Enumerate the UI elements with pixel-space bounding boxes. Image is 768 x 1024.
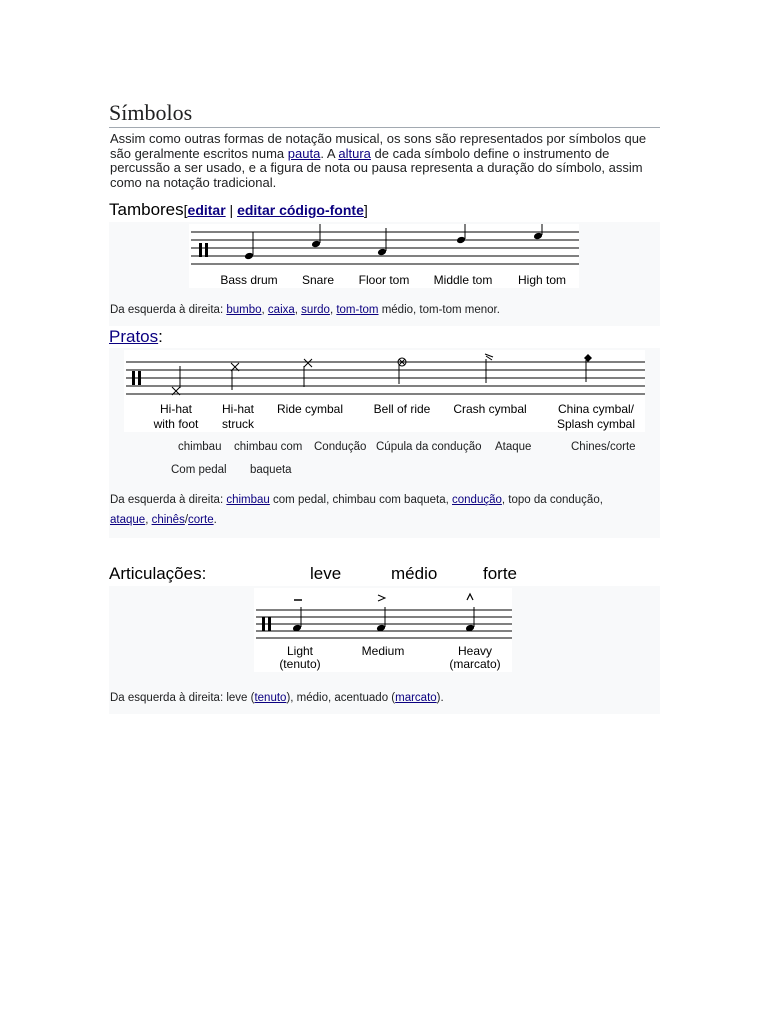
bracket-close: ] [363,202,368,218]
pt-label-chimbau-com: chimbau com [234,441,303,453]
caption-text: , topo da condução, [501,494,603,506]
articulations-figure-box [109,586,660,714]
cymbals-staff-image [124,350,645,432]
label-crash-cymbal: Crash cymbal [453,402,527,416]
intro-text-1: Assim como outras formas de notação musical, os sons são representados por símbolos que são geralmente escritos numa [110,131,647,161]
note-bass-drum [244,232,254,260]
pt-label-ataque: Ataque [495,441,532,453]
link-chines[interactable]: chinês [151,514,185,526]
drums-figure-box [109,222,660,326]
col-label-leve: leve [310,564,342,583]
link-tenuto[interactable]: tenuto [254,692,287,704]
label-light: Light [286,644,314,658]
cymbals-staff-svg [124,350,645,432]
label-hihat-struck-2: struck [221,417,255,431]
label-medium: Medium [361,644,405,658]
link-bumbo[interactable]: bumbo [226,304,262,316]
note-snare [311,224,321,248]
drums-caption [110,300,655,320]
pt-label-com-pedal: Com pedal [171,464,227,476]
caption-sep: , [294,304,302,316]
label-hihat-struck-1: Hi-hat [221,402,255,416]
label-heavy: Heavy [457,644,493,658]
caption-prefix: Da esquerda à direita: leve ( [110,692,255,704]
staff-lines [126,362,645,394]
note-middle-tom [456,224,466,244]
caption-suffix: médio, tom-tom menor. [378,304,500,316]
link-ataque[interactable]: ataque [110,514,146,526]
caption-text: ). [436,692,444,704]
cymbals-caption [110,490,610,530]
label-high-tom: High tom [517,273,567,287]
drums-staff-image [189,224,579,288]
link-altura[interactable]: altura [338,145,371,161]
articulations-staff-image [254,588,512,672]
label-hihat-foot-2: with foot [153,417,199,431]
note-medium-accent [376,595,386,632]
drums-heading-text: Tambores [109,200,184,219]
label-ride-cymbal: Ride cymbal [276,402,344,416]
pt-label-conducao: Condução [314,441,367,453]
link-conducao[interactable]: condução [452,494,502,506]
intro-text-3: de cada símbolo define o instrumento de percussão a ser usado, e a figura de nota ou pausa representa a duração do símbolo, assim como na notação tradicional. [110,145,643,190]
caption-text: . [213,514,217,526]
bracket-open: [ [183,202,188,218]
label-hihat-foot-1: Hi-hat [159,402,193,416]
link-tom-tom[interactable]: tom-tom [336,304,379,316]
col-label-forte: forte [483,564,518,583]
link-marcato[interactable]: marcato [395,692,437,704]
edit-link[interactable]: editar [187,202,226,218]
label-china-cymbal-1: China cymbal/ [557,402,635,416]
drums-staff-svg [189,224,579,288]
edit-separator: | [225,202,238,218]
articulations-staff-svg [254,588,512,672]
link-pauta[interactable]: pauta [287,145,321,161]
caption-text: , [145,514,152,526]
section-title: Símbolos [109,99,660,128]
pt-label-chines-corte: Chines/corte [571,441,636,453]
articulations-heading: Articulações: [109,564,207,583]
label-bass-drum: Bass drum [220,273,278,287]
intro-paragraph [110,132,662,190]
note-heavy-marcato [465,594,475,632]
drums-heading [109,200,368,220]
link-chimbau[interactable]: chimbau [226,494,270,506]
staff-lines [191,232,579,264]
label-bell-of-ride: Bell of ride [373,402,431,416]
caption-text: / [184,514,189,526]
label-marcato: (marcato) [449,657,501,671]
caption-text: ), médio, acentuado ( [286,692,396,704]
edit-source-link[interactable]: editar código-fonte [237,202,364,218]
label-floor-tom: Floor tom [358,273,410,287]
note-crash-cymbal [485,354,493,383]
caption-sep: , [329,304,337,316]
link-surdo[interactable]: surdo [301,304,330,316]
label-china-cymbal-2: Splash cymbal [556,417,636,431]
label-middle-tom: Middle tom [433,273,493,287]
link-corte[interactable]: corte [188,514,214,526]
link-caixa[interactable]: caixa [267,304,295,316]
caption-sep: , [261,304,268,316]
label-snare: Snare [301,273,335,287]
pt-label-baqueta: baqueta [250,464,292,476]
cymbals-heading [109,327,163,347]
caption-prefix: Da esquerda à direita: [110,304,227,316]
label-tenuto: (tenuto) [279,657,321,671]
articulations-caption [110,688,655,708]
cymbals-heading-suffix: : [158,327,163,346]
cymbals-figure-box [109,348,660,538]
link-pratos[interactable]: Pratos [109,327,159,346]
caption-prefix: Da esquerda à direita: [110,494,227,506]
intro-text-2: . A [320,145,339,161]
note-ride-cymbal [304,359,312,387]
caption-text: com pedal, chimbau com baqueta, [269,494,453,506]
pt-label-cupula: Cúpula da condução [376,441,482,453]
pt-label-chimbau: chimbau [178,441,222,453]
col-label-medio: médio [391,564,438,583]
percussion-clef [199,243,208,257]
edit-section-links [184,202,368,218]
note-light-tenuto [292,600,302,632]
